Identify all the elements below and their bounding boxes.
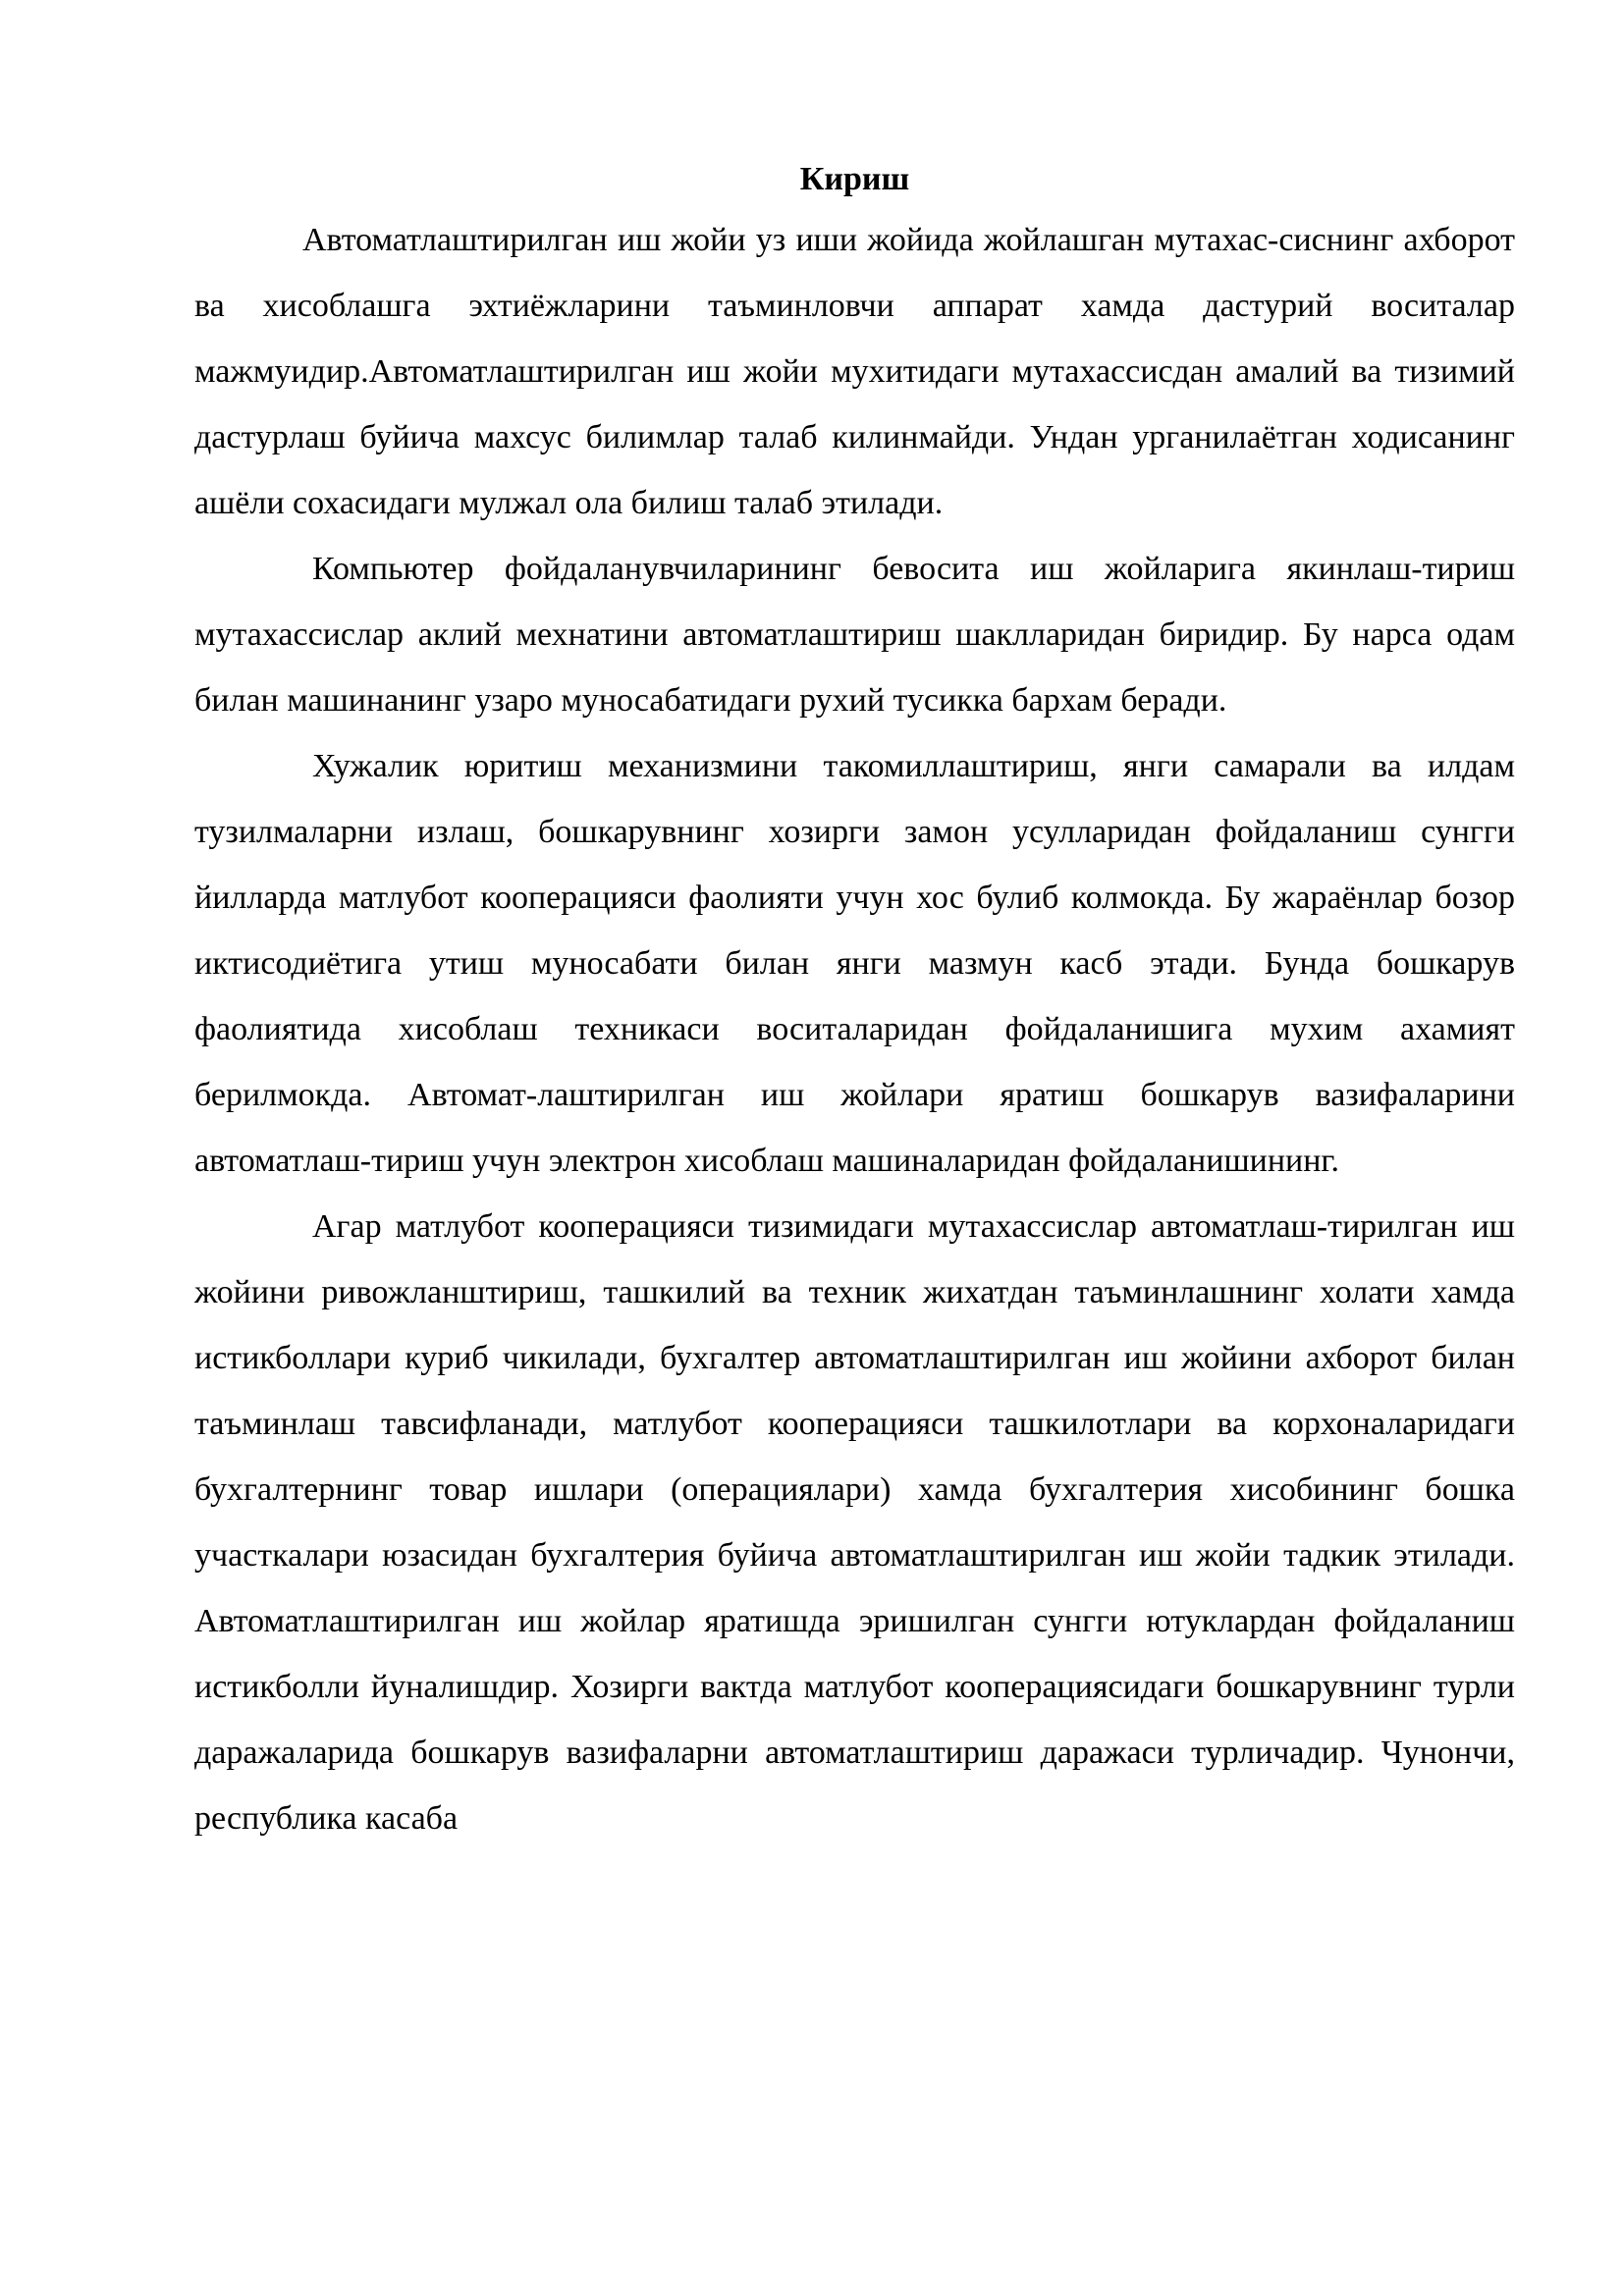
paragraph-1: Автоматлаштирилган иш жойи уз иши жойида жойлашган мутахас-сиснинг ахборот ва хисоблашга эхтиёжларини таъминловчи аппарат хамда дастурий воситалар мажмуидир.Автоматлаштирилган иш жойи мухитидаги мутахассисдан амалий ва тизимий дастурлаш буйича махсус билимлар талаб килинмайди. Ундан урганилаётган ходисанинг ашёли сохасидаги мулжал ола билиш талаб этилади.: [194, 222, 1515, 521]
paragraph-3: Хужалик юритиш механизмини такомиллаштириш, янги самарали ва илдам тузилмаларни излаш, бошкарувнинг хозирги замон усулларидан фойдаланиш сунгги йилларда матлубот кооперацияси фаолияти учун хос булиб колмокда. Бу жараёнлар бозор иктисодиётига утиш муносабати билан янги мазмун касб этади. Бунда бошкарув фаолиятида хисоблаш техникаси воситаларидан фойдаланишига мухим ахамият берилмокда. Автомат-лаштирилган иш жойлари яратиш бошкарув вазифаларини автоматлаш-тириш учун электрон хисоблаш машиналаридан фойдаланишининг.: [194, 748, 1515, 1179]
document-title: Кириш: [799, 161, 910, 197]
paragraph-2: Компьютер фойдаланувчиларининг бевосита иш жойларига якинлаш-тириш мутахассислар аклий мехнатини автоматлаштириш шаклларидан биридир. Бу нарса одам билан машинанинг узаро муносабатидаги рухий тусикка бархам беради.: [194, 551, 1515, 719]
paragraph-4: Агар матлубот кооперацияси тизимидаги мутахассислар автоматлаш-тирилган иш жойини ривожланштириш, ташкилий ва техник жихатдан таъминлашнинг холати хамда истикболлари куриб чикилади, бухгалтер автоматлаштирилган иш жойини ахборот билан таъминлаш тавсифланади, матлубот кооперацияси ташкилотлари ва корхоналаридаги бухгалтернинг товар ишлари (операциялари) хамда бухгалтерия хисобининг бошка участкалари юзасидан бухгалтерия буйича автоматлаштирилган иш жойи тадкик этилади. Автоматлаштирилган иш жойлар яратишда эришилган сунгги ютуклардан фойдаланиш истикболли йуналишдир. Хозирги вактда матлубот кооперациясидаги бошкарувнинг турли даражаларида бошкарув вазифаларни автоматлаштириш даражаси турличадир. Чунончи, республика касаба: [194, 1208, 1515, 1837]
document-page: [194, 152, 1515, 1851]
